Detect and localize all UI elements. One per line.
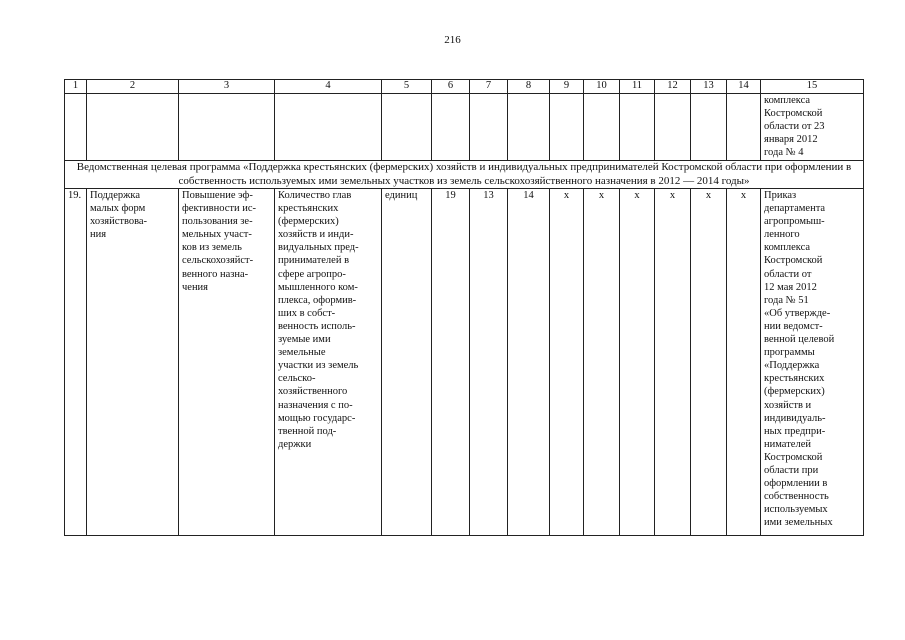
activity-goal: Повышение эф- фективности ис- пользования зе- мельных участ- ков из земель сельскохозяйст- венного назна- чения xyxy=(179,189,275,536)
legal-basis: Приказ департамента агропромыш- ленного комплекса Костромской области от 12 мая 2012 года № 51 «Об утвержде- нии ведомст- венной целевой программы «Поддержка крестьянских (фермерских) хозяйств и индивидуаль- ных предпри- нимателей Костромской области при оформлении в собственность используемых ими земельных xyxy=(761,189,864,536)
column-header: 1 xyxy=(65,80,87,94)
column-header-row xyxy=(65,80,864,94)
page-number: 216 xyxy=(444,34,461,46)
table-cell xyxy=(727,94,761,161)
table-cell xyxy=(691,94,727,161)
table-cell xyxy=(584,94,620,161)
table-cell xyxy=(470,94,508,161)
continuation-row xyxy=(65,94,864,161)
column-header: 12 xyxy=(655,80,691,94)
value-cell: х xyxy=(655,189,691,536)
document-table xyxy=(64,79,864,536)
column-header: 10 xyxy=(584,80,620,94)
indicator-description: Количество глав крестьянских (фермерских) хозяйств и инди- видуальных пред- принимателей в сфере агропро- мышленного ком- плекса, оформив- ших в собст- венность исполь- зуемые ими земельные участки из земель сельско- хозяйственного назначения с по- мощью государс- твенной под- держки xyxy=(275,189,382,536)
value-cell: х xyxy=(584,189,620,536)
table-cell xyxy=(620,94,655,161)
value-cell: х xyxy=(620,189,655,536)
column-header: 7 xyxy=(470,80,508,94)
program-heading-row xyxy=(65,161,864,189)
column-header: 8 xyxy=(508,80,550,94)
unit-of-measure: единиц xyxy=(382,189,432,536)
program-heading: Ведомственная целевая программа «Поддержка крестьянских (фермерских) хозяйств и индивидуальных предпринимателей Костромской области при оформлении в собственность используемых ими земельных участков из земель сельскохозяйственного назначения в 2012 — 2014 годы» xyxy=(65,161,864,189)
value-cell: 19 xyxy=(432,189,470,536)
value-cell: х xyxy=(691,189,727,536)
table-cell xyxy=(87,94,179,161)
column-header: 2 xyxy=(87,80,179,94)
table-cell xyxy=(65,94,87,161)
value-cell: х xyxy=(550,189,584,536)
column-header: 9 xyxy=(550,80,584,94)
value-cell: х xyxy=(727,189,761,536)
table-cell xyxy=(179,94,275,161)
activity-name: Поддержка малых форм хозяйствова- ния xyxy=(87,189,179,536)
table-cell xyxy=(508,94,550,161)
value-cell: 13 xyxy=(470,189,508,536)
column-header: 6 xyxy=(432,80,470,94)
column-header: 5 xyxy=(382,80,432,94)
column-header: 3 xyxy=(179,80,275,94)
table-cell xyxy=(655,94,691,161)
value-cell: 14 xyxy=(508,189,550,536)
column-header: 11 xyxy=(620,80,655,94)
row-number: 19. xyxy=(65,189,87,536)
continuation-legal-basis: комплекса Костромской области от 23 января 2012 года № 4 xyxy=(761,94,864,161)
column-header: 14 xyxy=(727,80,761,94)
column-header: 15 xyxy=(761,80,864,94)
column-header: 13 xyxy=(691,80,727,94)
table-cell xyxy=(550,94,584,161)
table-cell xyxy=(432,94,470,161)
table-cell xyxy=(382,94,432,161)
table-row xyxy=(65,189,864,536)
column-header: 4 xyxy=(275,80,382,94)
table-cell xyxy=(275,94,382,161)
